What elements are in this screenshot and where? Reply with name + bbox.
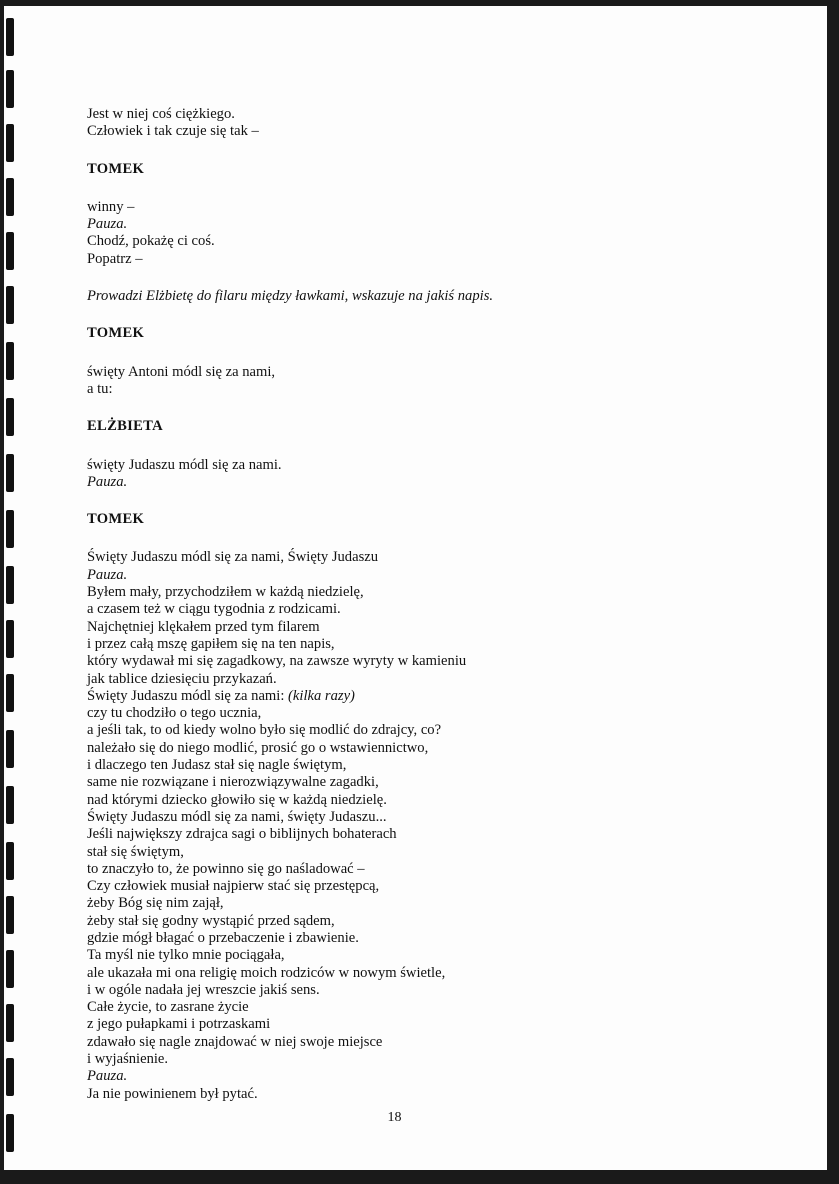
dialogue-line: Byłem mały, przychodziłem w każdą niedzielę, [87,584,364,601]
dialogue-line: święty Judaszu módl się za nami. [87,456,282,473]
dialogue-line: i wyjaśnienie. [87,1051,169,1068]
dialogue-line: z jego pułapkami i potrzaskami [87,1016,271,1033]
dialogue-line: Czy człowiek musiał najpierw stać się przestępcą, [87,878,380,895]
speaker-name: TOMEK [87,160,145,177]
dialogue-line: Najchętniej klękałem przed tym filarem [87,618,320,635]
document-page [4,6,827,1170]
page-number-row [4,1110,827,1126]
binding-hole [6,620,14,658]
binding-hole [6,232,14,270]
dialogue-line: nad którymi dziecko głowiło się w każdą niedzielę. [87,791,387,808]
dialogue-line: Chodź, pokażę ci coś. [87,233,215,250]
dialogue-text: Święty Judaszu módl się za nami: [87,687,289,704]
binding-hole [6,674,14,712]
binding-hole [6,950,14,988]
binding-holes [4,6,18,1170]
binding-hole [6,1004,14,1042]
dialogue-line: Święty Judaszu módl się za nami, święty Judaszu... [87,808,387,825]
dialogue-line: święty Antoni módl się za nami, [87,363,276,380]
play-text [87,106,787,1103]
stage-pause: Pauza. [87,473,128,490]
binding-hole [6,454,14,492]
binding-hole [6,896,14,934]
dialogue-line: a jeśli tak, to od kiedy wolno było się modlić do zdrajcy, co? [87,722,442,739]
speaker-name: TOMEK [87,511,145,528]
binding-hole [6,18,14,56]
dialogue-line: Jest w niej coś ciężkiego. [87,106,235,122]
stage-pause: Pauza. [87,216,128,233]
dialogue-line: winny – [87,198,135,215]
dialogue-line: Popatrz – [87,250,143,267]
dialogue-line: czy tu chodziło o tego ucznia, [87,705,262,722]
dialogue-line: i dlaczego ten Judasz stał się nagle świętym, [87,757,347,774]
binding-hole [6,342,14,380]
dialogue-line: gdzie mógł błagać o przebaczenie i zbawienie. [87,929,359,946]
dialogue-line: jak tablice dziesięciu przykazań. [87,670,277,687]
dialogue-line: to znaczyło to, że powinno się go naśladować – [87,860,365,877]
dialogue-line: Święty Judaszu módl się za nami, Święty Judaszu [87,549,379,566]
dialogue-line: stał się świętym, [87,843,184,860]
stage-pause: Pauza. [87,566,128,583]
dialogue-line: który wydawał mi się zagadkowy, na zawsze wyryty w kamieniu [87,653,467,670]
binding-hole [6,730,14,768]
binding-hole [6,842,14,880]
binding-hole [6,786,14,824]
dialogue-line: a czasem też w ciągu tygodnia z rodzicami. [87,601,341,618]
binding-hole [6,286,14,324]
binding-hole [6,70,14,108]
dialogue-line: Ta myśl nie tylko mnie pociągała, [87,947,285,964]
page-number: 18 [387,1110,402,1125]
stage-direction: Prowadzi Elżbietę do filaru między ławkami, wskazuje na jakiś napis. [87,288,494,305]
inline-direction: (kilka razy) [288,687,355,704]
dialogue-line: a tu: [87,380,113,397]
dialogue-line: żeby Bóg się nim zajął, [87,895,224,912]
speaker-name: ELŻBIETA [87,418,163,435]
dialogue-line: i w ogóle nadała jej wreszcie jakiś sens. [87,981,320,998]
speaker-name: TOMEK [87,325,145,342]
dialogue-line: Człowiek i tak czuje się tak – [87,123,259,140]
stage-pause: Pauza. [87,1068,128,1085]
dialogue-line: Całe życie, to zasrane życie [87,999,249,1016]
dialogue-line: ale ukazała mi ona religię moich rodziców w nowym świetle, [87,964,446,981]
dialogue-line: należało się do niego modlić, prosić go o wstawiennictwo, [87,739,429,756]
dialogue-line: zdawało się nagle znajdować w niej swoje miejsce [87,1033,383,1050]
dialogue-line [87,688,787,705]
binding-hole [6,1058,14,1096]
binding-hole [6,398,14,436]
binding-hole [6,124,14,162]
dialogue-line: i przez całą mszę gapiłem się na ten napis, [87,635,335,652]
dialogue-line: Jeśli największy zdrajca sagi o biblijnych bohaterach [87,826,397,843]
dialogue-line: żeby stał się godny wystąpić przed sądem, [87,912,335,929]
binding-hole [6,566,14,604]
dialogue-line: Ja nie powinienem był pytać. [87,1085,258,1102]
dialogue-line: same nie rozwiązane i nierozwiązywalne zagadki, [87,774,379,791]
binding-hole [6,178,14,216]
binding-hole [6,510,14,548]
